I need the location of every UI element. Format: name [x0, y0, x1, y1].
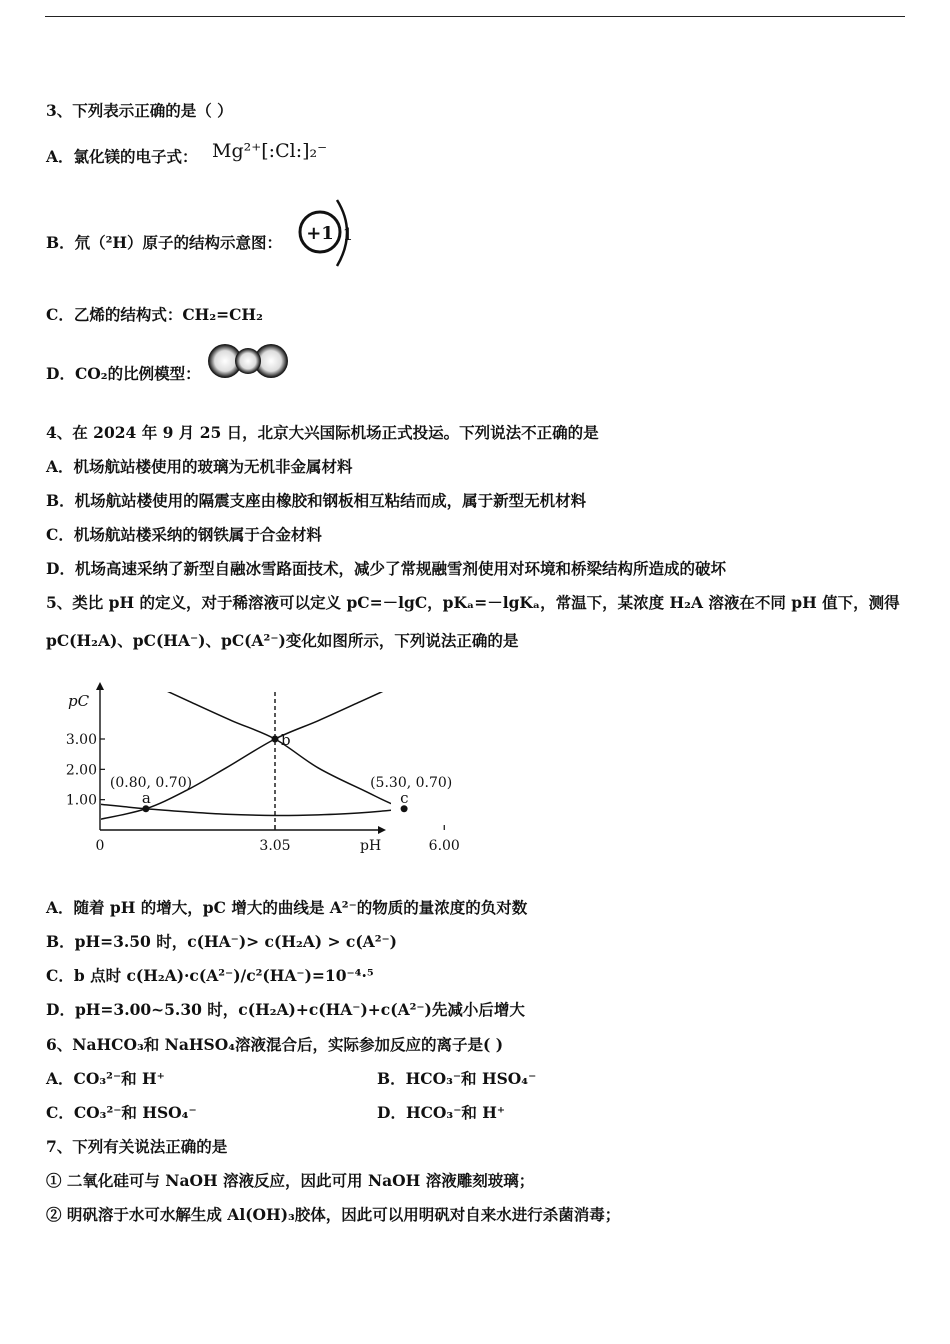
atomic-structure-diagram — [293, 196, 363, 271]
point-b — [272, 736, 279, 743]
y-tick-label: 1.00 — [65, 792, 97, 809]
shell-electron-count: 1 — [342, 225, 354, 245]
x-tick-label: 6.00 — [428, 838, 460, 854]
q3-option-c: C．乙烯的结构式：CH₂=CH₂ — [46, 305, 263, 324]
point-label-b: b — [281, 731, 291, 749]
series-curve-3 — [60, 636, 453, 820]
y-axis-label: pC — [68, 692, 90, 710]
series-curve-1 — [100, 636, 490, 820]
q4-option-a: A．机场航站楼使用的玻璃为无机非金属材料 — [46, 457, 353, 476]
q4-option-d: D．机场高速采纳了新型自融冰雪路面技术，减少了常规融雪剂使用对环境和桥梁结构所造成的破坏 — [46, 559, 726, 578]
nucleus-charge: +1 — [306, 223, 334, 244]
q5-option-a: A．随着 pH 的增大，pC 增大的曲线是 A²⁻的物质的量浓度的负对数 — [46, 898, 528, 917]
q7-stem: 7、下列有关说法正确的是 — [46, 1137, 228, 1156]
x-tick-label: 0 — [95, 838, 105, 854]
q6-option-b: B．HCO₃⁻和 HSO₄⁻ — [377, 1069, 537, 1088]
x-tick-label: 3.05 — [259, 838, 291, 854]
q5-stem-line1: 5、类比 pH 的定义，对于稀溶液可以定义 pC=－lgC，pKₐ=－lgKₐ，常温下，某浓度 H₂A 溶液在不同 pH 值下，测得 — [46, 593, 900, 612]
q3-stem: 3、下列表示正确的是（ ） — [46, 101, 233, 120]
q7-statement-1: ① 二氧化硅可与 NaOH 溶液反应，因此可用 NaOH 溶液雕刻玻璃； — [46, 1171, 535, 1190]
q4-option-b: B．机场航站楼使用的隔震支座由橡胶和钢板相互粘结而成，属于新型无机材料 — [46, 491, 587, 510]
electron-formula-image: Mg²⁺[:Cl:]₂⁻ — [212, 140, 328, 162]
q6-option-c: C．CO₃²⁻和 HSO₄⁻ — [46, 1103, 197, 1122]
q6-stem: 6、NaHCO₃和 NaHSO₄溶液混合后，实际参加反应的离子是( ) — [46, 1035, 504, 1054]
q5-option-c: C．b 点时 c(H₂A)·c(A²⁻)/c²(HA⁻)=10⁻⁴·⁵ — [46, 966, 374, 985]
q6-option-d: D．HCO₃⁻和 H⁺ — [377, 1103, 506, 1122]
point-label-a: a — [141, 788, 151, 807]
co2-space-filling-model — [205, 338, 291, 386]
q4-stem: 4、在 2024 年 9 月 25 日，北京大兴国际机场正式投运。下列说法不正确的是 — [46, 423, 599, 442]
point-label-c: c — [400, 788, 409, 807]
y-axis-arrow — [96, 682, 104, 690]
q5-option-b: B．pH=3.50 时，c(HA⁻)> c(H₂A) > c(A²⁻) — [46, 932, 398, 951]
x-axis-label: pH — [360, 838, 382, 854]
q6-option-a: A．CO₃²⁻和 H⁺ — [46, 1069, 165, 1088]
header-rule — [45, 16, 905, 17]
q3-option-a: A．氯化镁的电子式： — [46, 147, 198, 166]
q5-option-d: D．pH=3.00~5.30 时，c(H₂A)+c(HA⁻)+c(A²⁻)先减小后增大 — [46, 1000, 525, 1019]
q3-option-b: B．氘（²H）原子的结构示意图： — [46, 233, 283, 252]
y-tick-label: 2.00 — [65, 762, 97, 779]
point-annotation-c: (5.30, 0.70) — [370, 774, 453, 791]
x-axis-arrow — [378, 826, 386, 834]
y-tick-label: 3.00 — [65, 732, 97, 748]
point-annotation-a: (0.80, 0.70) — [109, 774, 193, 791]
q4-option-c: C．机场航站楼采纳的钢铁属于合金材料 — [46, 525, 322, 544]
q7-statement-2: ② 明矾溶于水可水解生成 Al(OH)₃胶体，因此可以用明矾对自来水进行杀菌消毒； — [46, 1205, 621, 1224]
q5-stem-line2: pC(H₂A)、pC(HA⁻)、pC(A²⁻)变化如图所示，下列说法正确的是 — [46, 631, 519, 650]
pc-ph-chart — [60, 678, 460, 863]
q3-option-d: D．CO₂的比例模型： — [46, 364, 201, 383]
